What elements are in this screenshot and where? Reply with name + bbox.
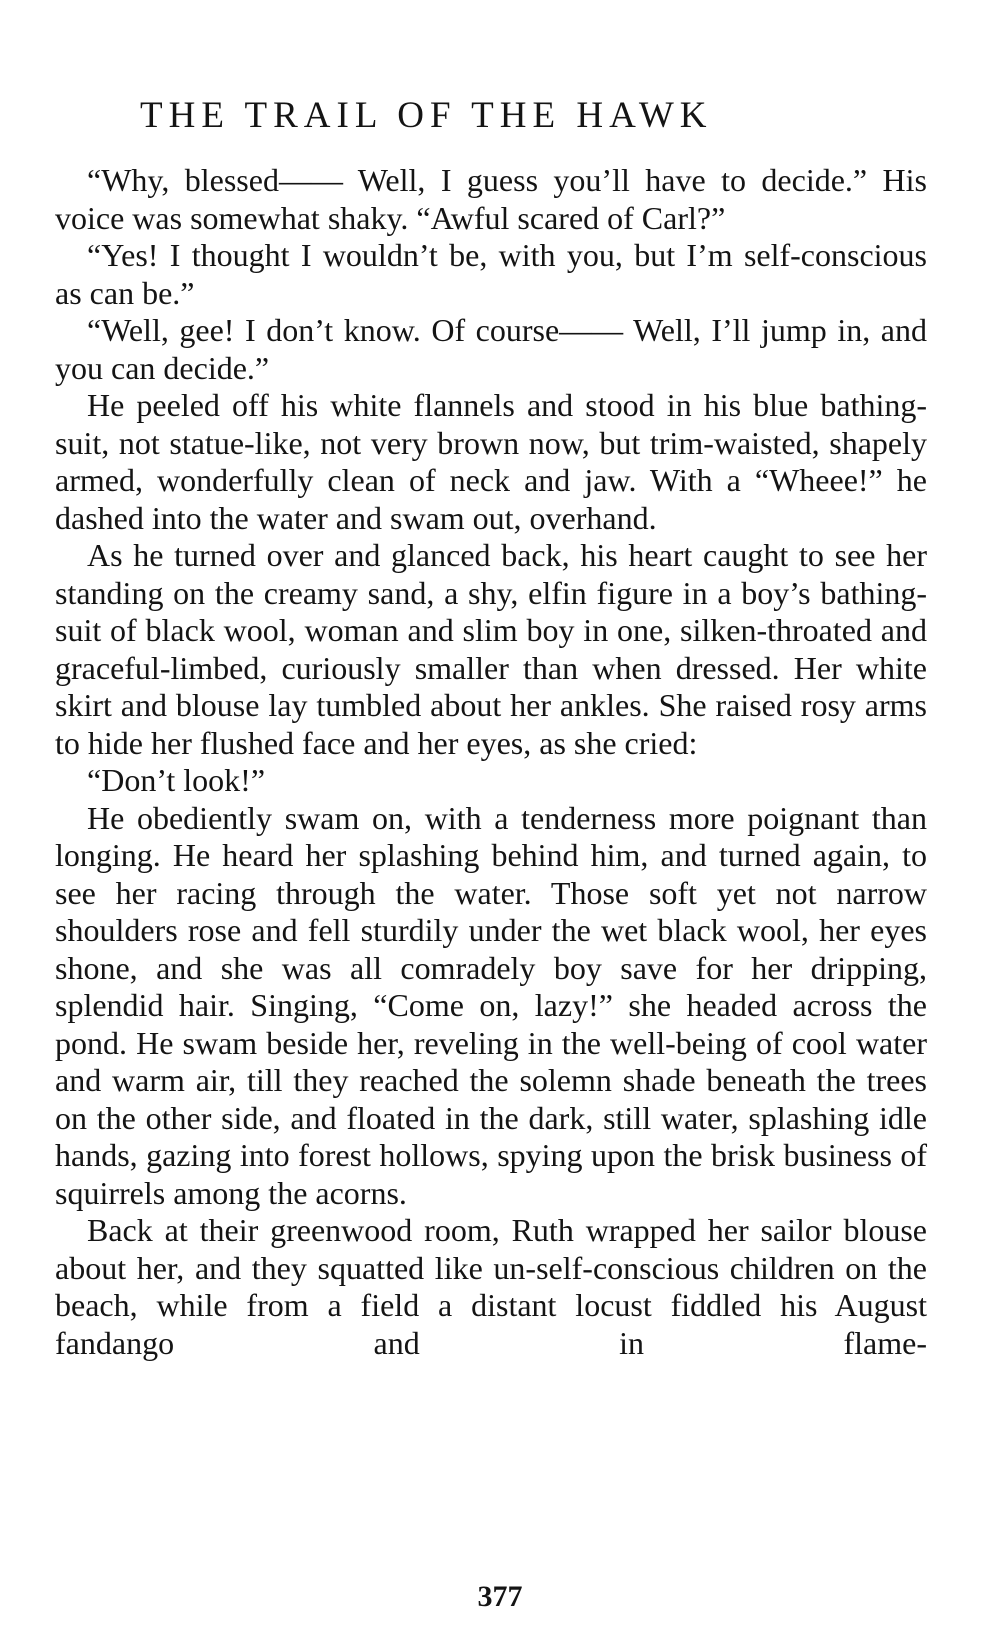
paragraph: As he turned over and glanced back, his heart caught to see her standing on the creamy sand, a shy, elfin figure in a boy’s bathing-suit of black wool, woman and slim boy in one, silken-throated and graceful-limbed, curiously smaller than when dressed. Her white skirt and blouse lay tumbled about her ankles. She raised rosy arms to hide her flushed face and her eyes, as she cried: bbox=[55, 537, 927, 761]
paragraph: Back at their greenwood room, Ruth wrapped her sailor blouse about her, and they squatted like un-self-conscious children on the beach, while from a field a distant locust fiddled his August fandango and in flame- bbox=[55, 1212, 927, 1361]
body-text bbox=[55, 162, 927, 1362]
paragraph: “Why, blessed—— Well, I guess you’ll have to decide.” His voice was somewhat shaky. “Awful scared of Carl?” bbox=[55, 162, 927, 236]
paragraph: “Well, gee! I don’t know. Of course—— Well, I’ll jump in, and you can decide.” bbox=[55, 312, 927, 386]
paragraph: “Don’t look!” bbox=[87, 762, 266, 798]
page-number: 377 bbox=[477, 1580, 523, 1613]
paragraph: He peeled off his white flannels and stood in his blue bathing-suit, not statue-like, not very brown now, but trim-waisted, shapely armed, wonderfully clean of neck and jaw. With a “Wheee!” he dashed into the water and swam out, overhand. bbox=[55, 387, 927, 536]
paragraph: “Yes! I thought I wouldn’t be, with you, but I’m self-conscious as can be.” bbox=[55, 237, 927, 311]
running-head: THE TRAIL OF THE HAWK bbox=[140, 95, 713, 136]
paragraph: He obediently swam on, with a tenderness more poignant than longing. He heard her splashing behind him, and turned again, to see her racing through the water. Those soft yet not narrow shoulders rose and fell sturdily under the wet black wool, her eyes shone, and she was all comradely boy save for her dripping, splendid hair. Singing, “Come on, lazy!” she headed across the pond. He swam beside her, reveling in the well-being of cool water and warm air, till they reached the solemn shade beneath the trees on the other side, and floated in the dark, still water, splashing idle hands, gazing into forest hollows, spying upon the brisk business of squirrels among the acorns. bbox=[55, 799, 927, 1211]
